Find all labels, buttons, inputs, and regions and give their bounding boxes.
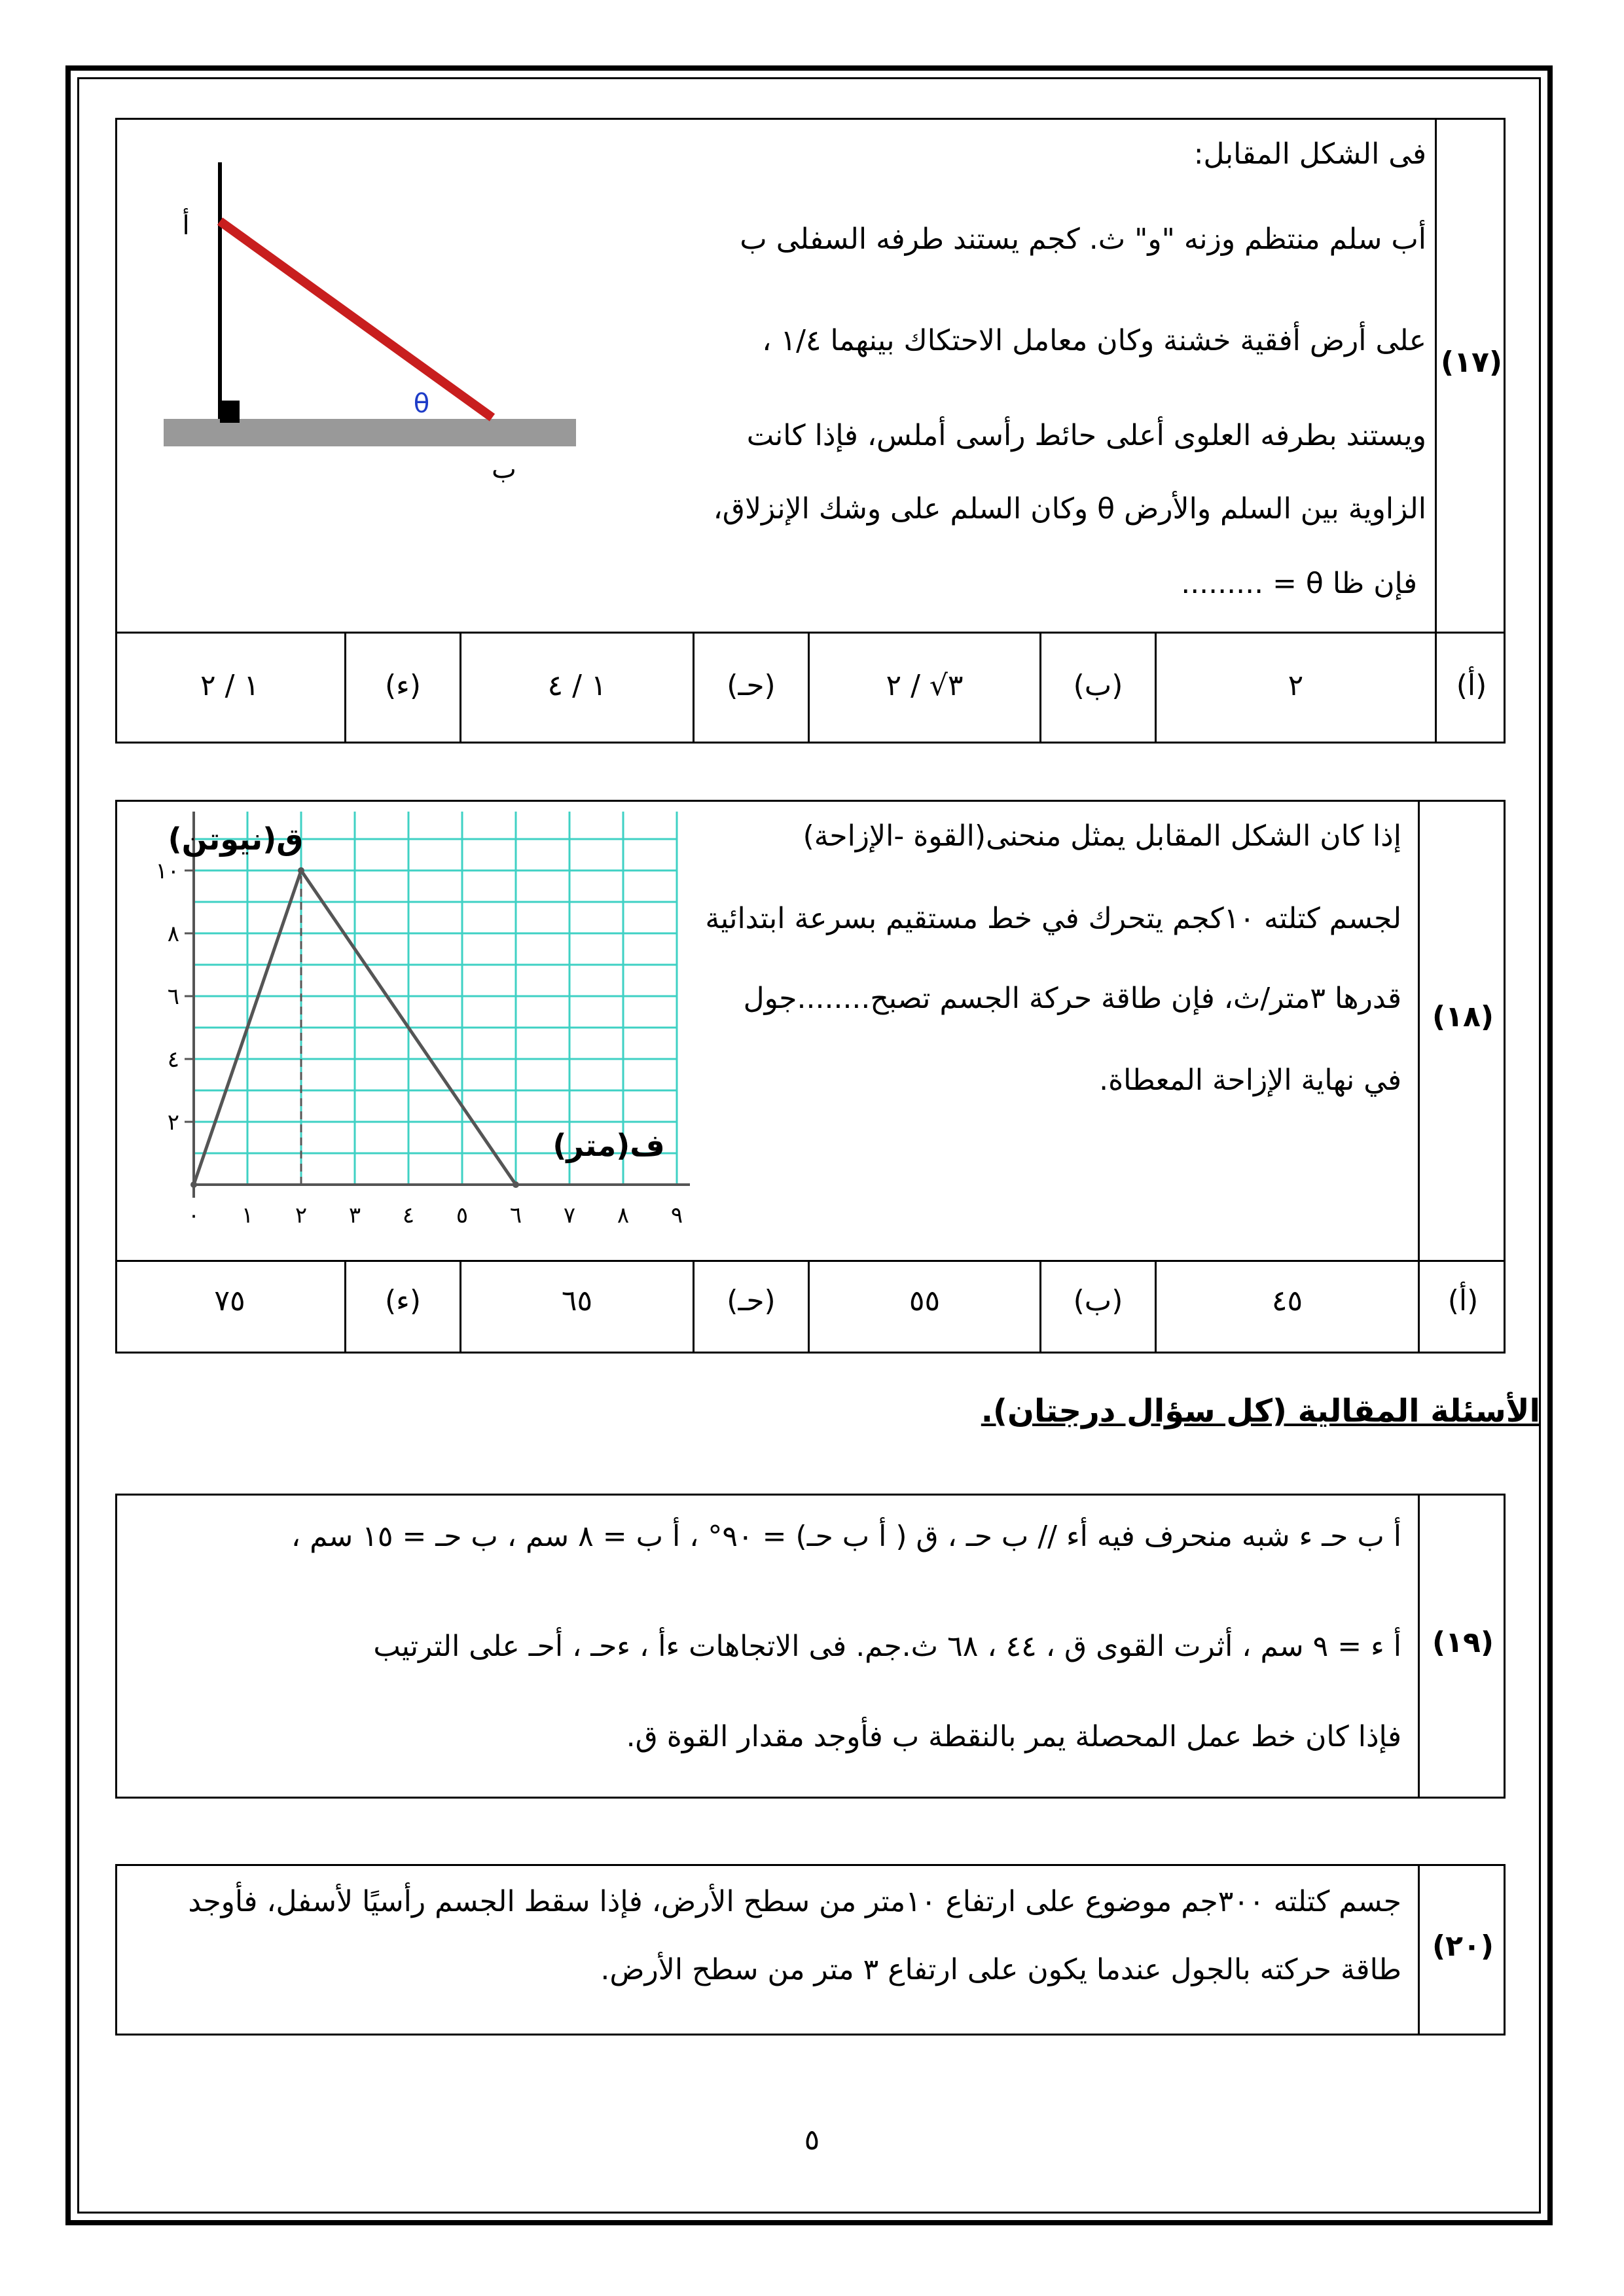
x-tick-label: ٢ (295, 1202, 308, 1229)
ladder-top-label: أ (182, 211, 190, 241)
q17-option-c-letter: (حـ) (727, 669, 776, 702)
q17-line-5: الزاوية بين السلم والأرض θ وكان السلم على وشك الإنزلاق، (713, 492, 1426, 526)
essay-questions-heading: الأسئلة المقالية (كل سؤال درجتان). (981, 1393, 1540, 1429)
question-17-number: (١٧) (1441, 346, 1502, 379)
ladder-figure (157, 151, 602, 497)
q17-option-a-value: ٢ (1288, 669, 1304, 702)
q17-line-2: أب سلم منتظم وزنه "و" ث. كجم يستند طرفه السفلى ب (740, 223, 1426, 256)
x-tick-label: ٩ (670, 1202, 683, 1229)
question-18-number: (١٨) (1432, 1000, 1494, 1033)
x-tick-label: ٣ (348, 1202, 361, 1229)
force-displacement-chart (131, 812, 720, 1230)
q17-line-1: فى الشكل المقابل: (1193, 137, 1426, 171)
data-point (190, 1181, 197, 1188)
q18-option-b-letter: (ب) (1073, 1284, 1123, 1318)
q18-option-d-value: ٧٥ (214, 1284, 245, 1318)
q17-option-c-value: ١ / ٤ (547, 669, 607, 702)
q19-line-3: فإذا كان خط عمل المحصلة يمر بالنقطة ب فأوجد مقدار القوة ق. (626, 1720, 1401, 1753)
q17-option-d-value: ١ / ٢ (200, 669, 260, 702)
angle-label: θ (413, 389, 430, 419)
q18-line-2: لجسم كتلته ١٠كجم يتحرك في خط مستقيم بسرعة ابتدائية (705, 902, 1401, 935)
q17-option-a-letter: (أ) (1456, 669, 1487, 702)
q18-option-a-value: ٤٥ (1271, 1284, 1303, 1318)
y-tick-label: ٢ (167, 1109, 179, 1136)
q17-line-4: ويستند بطرفه العلوى أعلى حائط رأسى أملس، فإذا كانت (746, 419, 1426, 452)
q18-line-4: في نهاية الإزاحة المعطاة. (1099, 1064, 1401, 1097)
chart-x-label: ف(متر) (552, 1128, 665, 1163)
x-tick-label: ٤ (402, 1202, 415, 1229)
q18-option-c-value: ٦٥ (561, 1284, 593, 1318)
q18-option-b-value: ٥٥ (909, 1284, 941, 1318)
q20-line-2: طاقة حركته بالجول عندما يكون على ارتفاع ٣ متر من سطح الأرض. (600, 1953, 1401, 1986)
ladder-line (220, 221, 492, 418)
y-tick-label: ١٠ (155, 858, 179, 884)
q17-option-d-letter: (ء) (384, 669, 422, 702)
page-number: ٥ (804, 2123, 820, 2157)
q19-line-2: أ ء = ٩ سم ، أثرت القوى ق ، ٤٤ ، ٦٨ ث.جم. فى الاتجاهات ءأ ، ءحـ ، أحـ على الترتيب (373, 1630, 1401, 1663)
data-point (513, 1181, 519, 1188)
q18-option-a-letter: (أ) (1447, 1284, 1479, 1318)
q20-line-1: جسم كتلته ٣٠٠جم موضوع على ارتفاع ١٠متر من سطح الأرض، فإذا سقط الجسم رأسيًا لأسفل، فأوجد (188, 1885, 1401, 1918)
chart-y-label: ق(نيوتن) (168, 821, 304, 857)
x-tick-label: ٨ (617, 1202, 630, 1229)
x-tick-label: ٧ (563, 1202, 576, 1229)
q17-line-6: فإن ظا θ = ......... (1181, 567, 1417, 600)
y-tick-label: ٨ (167, 921, 179, 947)
q17-line-3: على أرض أفقية خشنة وكان معامل الاحتكاك بينهما ١/٤ ، (762, 324, 1426, 357)
ladder-bottom-label: ب (492, 454, 516, 484)
q18-option-c-letter: (حـ) (727, 1284, 776, 1318)
q19-line-1: أ ب حـ ء شبه منحرف فيه أء // ب حـ ، ق ( أ ب حـ) = ٩٠° ، أ ب = ٨ سم ، ب حـ = ١٥ سم ، (291, 1520, 1401, 1553)
x-tick-label: ٥ (456, 1202, 469, 1229)
x-tick-label: ١ (241, 1202, 254, 1229)
q18-line-1: إذا كان الشكل المقابل يمثل منحنى(القوة -الإزاحة) (803, 819, 1401, 853)
question-19-number: (١٩) (1432, 1626, 1494, 1659)
q18-option-d-letter: (ء) (384, 1284, 422, 1318)
y-tick-label: ٦ (167, 984, 179, 1010)
question-20-number: (٢٠) (1432, 1929, 1494, 1963)
data-point (298, 867, 304, 874)
q17-option-b-letter: (ب) (1073, 669, 1123, 702)
y-tick-label: ٤ (167, 1047, 179, 1073)
q18-line-3: قدرها ٣متر/ث، فإن طاقة حركة الجسم تصبح........جول (743, 982, 1401, 1015)
x-tick-label: ٠ (187, 1202, 200, 1229)
q17-option-b-value: ٣√ / ٢ (886, 669, 964, 702)
x-tick-label: ٦ (509, 1202, 522, 1229)
